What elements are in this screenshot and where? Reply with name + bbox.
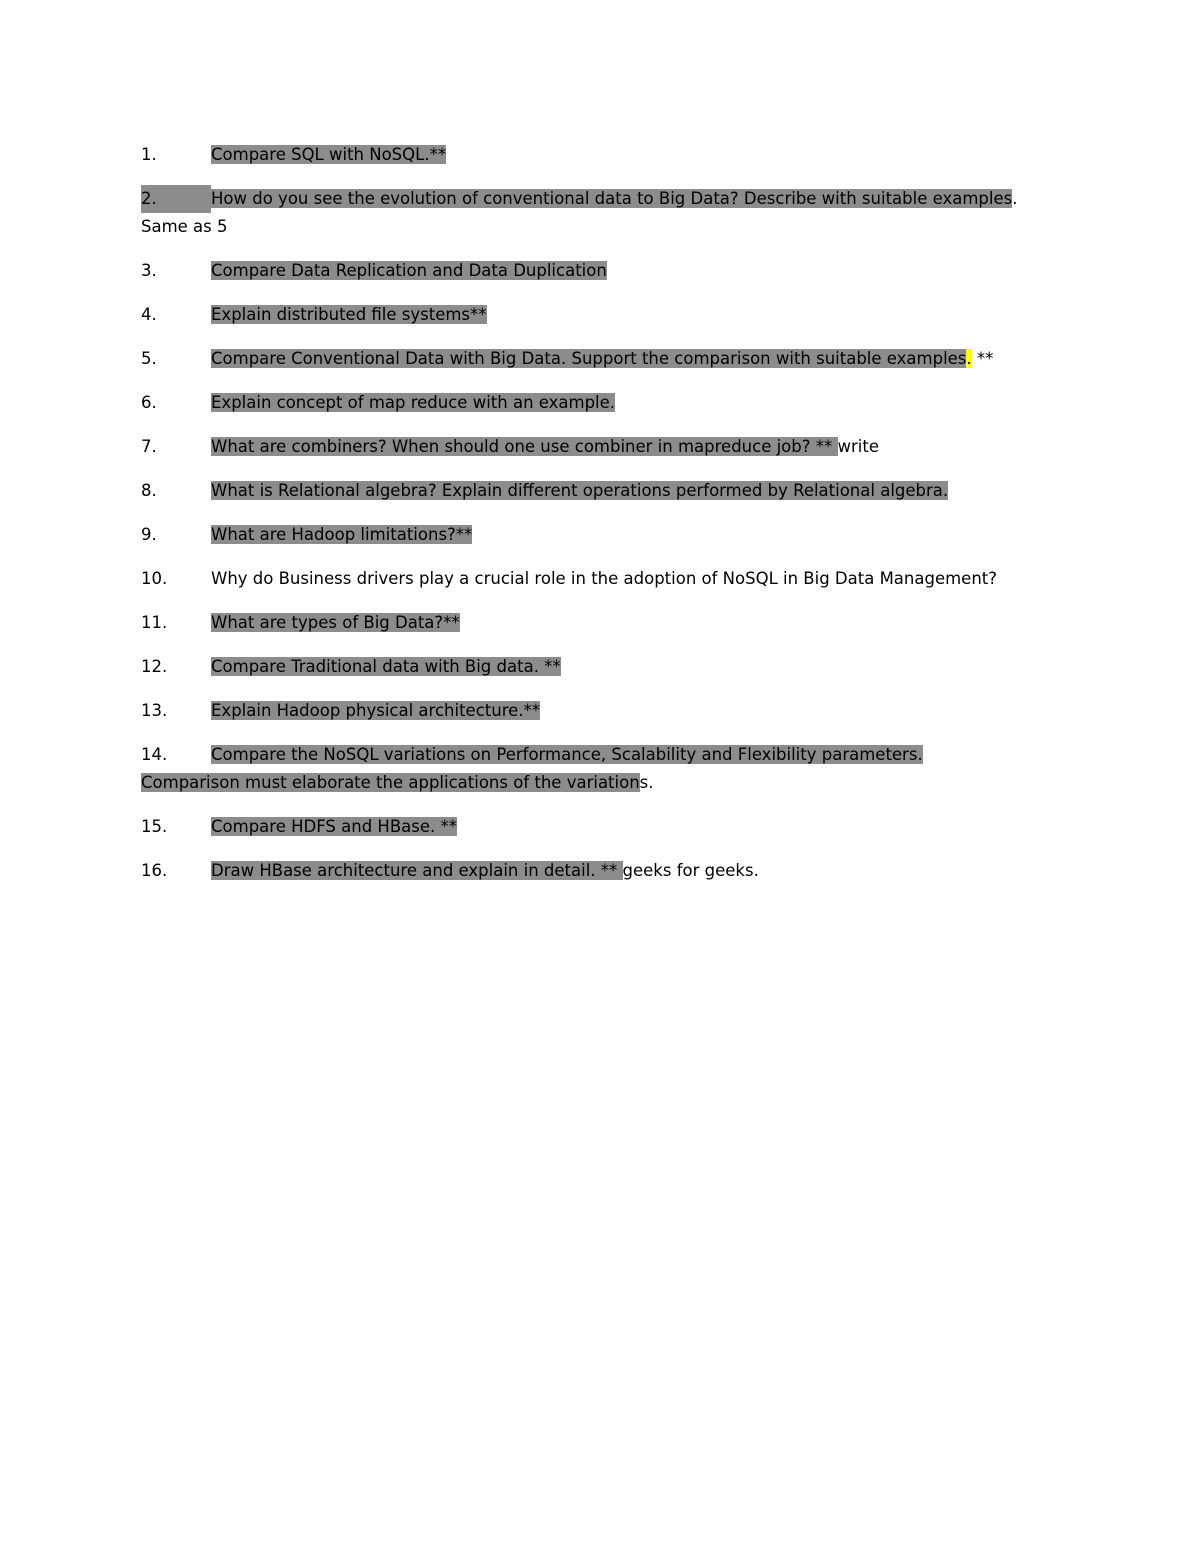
item-number: 16.	[141, 861, 168, 880]
item-text-after: write	[837, 437, 879, 456]
item-text: Compare HDFS and HBase. **	[211, 817, 457, 836]
item-number: 10.	[141, 569, 168, 588]
item-text: How do you see the evolution of conventional data to Big Data? Describe with suitable examples	[211, 189, 1013, 208]
item-number: 2.	[141, 185, 211, 213]
list-item	[141, 697, 1101, 725]
item-continuation-text: Comparison must elaborate the applications of the variation	[141, 773, 640, 792]
list-item	[141, 389, 1101, 417]
item-note: Same as 5	[141, 217, 228, 236]
item-text-yellow: .	[966, 349, 972, 368]
item-number: 13.	[141, 701, 168, 720]
item-text: What are types of Big Data?**	[211, 613, 460, 632]
item-text: Compare the NoSQL variations on Performance, Scalability and Flexibility parameters.	[211, 745, 923, 764]
list-item	[141, 477, 1101, 505]
list-item	[141, 857, 1101, 885]
item-text: What is Relational algebra? Explain different operations performed by Relational algebra.	[211, 481, 949, 500]
item-continuation-end: s.	[639, 773, 654, 792]
list-item	[141, 257, 1101, 285]
item-text: What are combiners? When should one use combiner in mapreduce job? **	[211, 437, 838, 456]
list-item	[141, 301, 1101, 329]
item-text: Explain Hadoop physical architecture.**	[211, 701, 541, 720]
item-text: What are Hadoop limitations?**	[211, 525, 473, 544]
item-number: 1.	[141, 145, 157, 164]
item-text: Compare SQL with NoSQL.**	[211, 145, 447, 164]
list-item	[141, 345, 1101, 373]
list-item	[141, 565, 1101, 593]
item-text: Explain distributed file systems**	[211, 305, 487, 324]
list-item	[141, 433, 1101, 461]
item-text-after: **	[971, 349, 994, 368]
item-text: Compare Data Replication and Data Duplication	[211, 261, 607, 280]
item-text-end: .	[1012, 189, 1018, 208]
item-number: 9.	[141, 525, 157, 544]
list-item	[141, 521, 1101, 549]
item-number: 14.	[141, 745, 168, 764]
list-item	[141, 609, 1101, 637]
item-text: Explain concept of map reduce with an example.	[211, 393, 616, 412]
item-number: 12.	[141, 657, 168, 676]
item-number: 5.	[141, 349, 157, 368]
item-text: Compare Traditional data with Big data. **	[211, 657, 561, 676]
item-continuation	[141, 769, 1101, 797]
item-text: Why do Business drivers play a crucial role in the adoption of NoSQL in Big Data Management?	[211, 569, 998, 588]
item-text-after: geeks for geeks.	[622, 861, 759, 880]
item-number: 15.	[141, 817, 168, 836]
list-item	[141, 141, 1101, 169]
list-item	[141, 185, 1101, 241]
list-item	[141, 653, 1101, 681]
list-item	[141, 741, 1101, 797]
question-list	[141, 141, 1101, 901]
item-number: 6.	[141, 393, 157, 412]
item-number: 8.	[141, 481, 157, 500]
list-item	[141, 813, 1101, 841]
item-text: Compare Conventional Data with Big Data. Support the comparison with suitable examples	[211, 349, 967, 368]
item-number: 11.	[141, 613, 168, 632]
item-number: 4.	[141, 305, 157, 324]
item-number: 3.	[141, 261, 157, 280]
item-text: Draw HBase architecture and explain in detail. **	[211, 861, 623, 880]
item-number: 7.	[141, 437, 157, 456]
